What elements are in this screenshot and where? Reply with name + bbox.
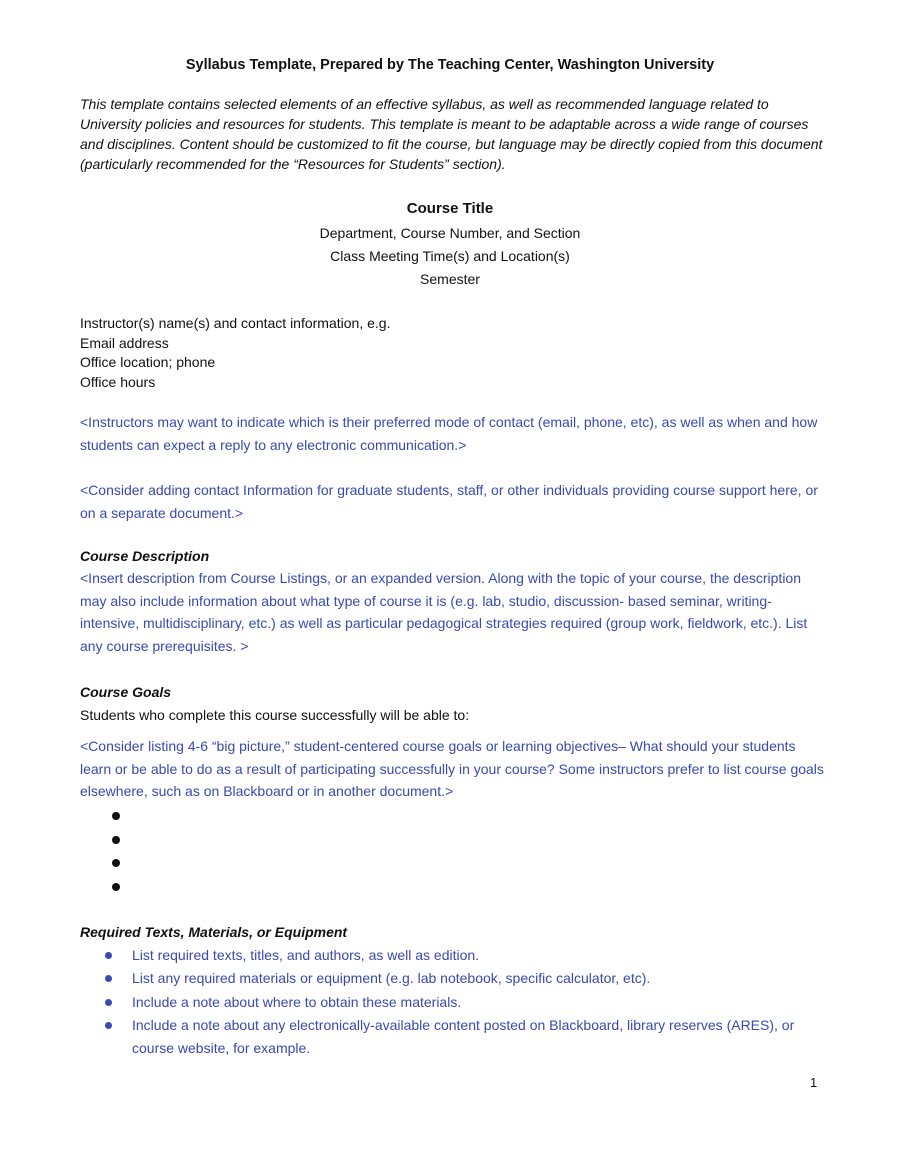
page-number: 1 — [810, 1075, 818, 1090]
course-goals-intro: Students who complete this course successfully will be able to: — [80, 707, 470, 723]
list-item — [80, 1014, 825, 1061]
list-item — [80, 944, 825, 967]
course-title: Course Title — [406, 200, 494, 217]
course-description-text: <Insert description from Course Listings, or an expanded version. Along with the topic of your course, the description may also include information about what type of course it is (e.g. lab, studio, discussion- based seminar, writing-intensive, multidisciplinary, etc.) as well as particular pedagogical strategies required (group work, fieldwork, etc.). List any course prerequisites. > — [80, 570, 808, 654]
course-support-note: <Consider adding contact Information for graduate students, staff, or other individuals providing course support here, or on a separate document.> — [80, 482, 818, 521]
list-item — [80, 991, 825, 1014]
list-item-text: Include a note about any electronically-available content posted on Blackboard, library reserves (ARES), or course website, for example. — [132, 1016, 795, 1057]
list-item-text: Include a note about where to obtain these materials. — [132, 993, 462, 1010]
bullet-icon — [105, 952, 112, 959]
contact-line: Instructor(s) name(s) and contact information, e.g. — [80, 315, 391, 331]
course-semester-line: Semester — [420, 271, 480, 287]
bullet-icon — [105, 975, 112, 982]
course-goals-note: <Consider listing 4-6 “big picture,” student-centered course goals or learning objectives– What should your students learn or be able to do as a result of participating successfully in your course? Some instructors prefer to list course goals elsewhere, such as on Blackboard or in another document.> — [80, 738, 824, 800]
course-meeting-line: Class Meeting Time(s) and Location(s) — [330, 248, 570, 264]
preferred-contact-note: <Instructors may want to indicate which is their preferred mode of contact (email, phone, etc), as well as when and how students can expect a reply to any electronic communication.> — [80, 414, 818, 453]
required-texts-list — [80, 944, 825, 1060]
list-item — [80, 967, 825, 990]
bullet-icon — [112, 812, 120, 820]
bullet-icon — [112, 836, 120, 844]
intro-paragraph: This template contains selected elements of an effective syllabus, as well as recommended language related to University policies and resources for students. This template is meant to be adaptable across a wide range of courses and disciplines. Content should be customized to fit the course, but language may be directly copied from this document (particularly recommended for the “Resources for Students” section). — [80, 96, 823, 172]
course-description-heading: Course Description — [80, 548, 210, 564]
contact-line: Office location; phone — [80, 354, 216, 371]
bullet-icon — [105, 999, 112, 1006]
bullet-icon — [105, 1022, 112, 1029]
list-item-text: List any required materials or equipment (e.g. lab notebook, specific calculator, etc). — [132, 970, 651, 987]
bullet-icon — [112, 883, 120, 891]
contact-line: Email address — [80, 334, 169, 351]
required-texts-heading: Required Texts, Materials, or Equipment — [80, 924, 348, 940]
course-department-line: Department, Course Number, and Section — [319, 225, 581, 241]
instructor-contact-block — [80, 314, 825, 393]
list-item-text: List required texts, titles, and authors, as well as edition. — [132, 947, 480, 963]
contact-line: Office hours — [80, 374, 156, 391]
document-title: Syllabus Template, Prepared by The Teaching Center, Washington University — [185, 57, 715, 73]
bullet-icon — [112, 859, 120, 867]
course-goals-heading: Course Goals — [80, 684, 172, 700]
